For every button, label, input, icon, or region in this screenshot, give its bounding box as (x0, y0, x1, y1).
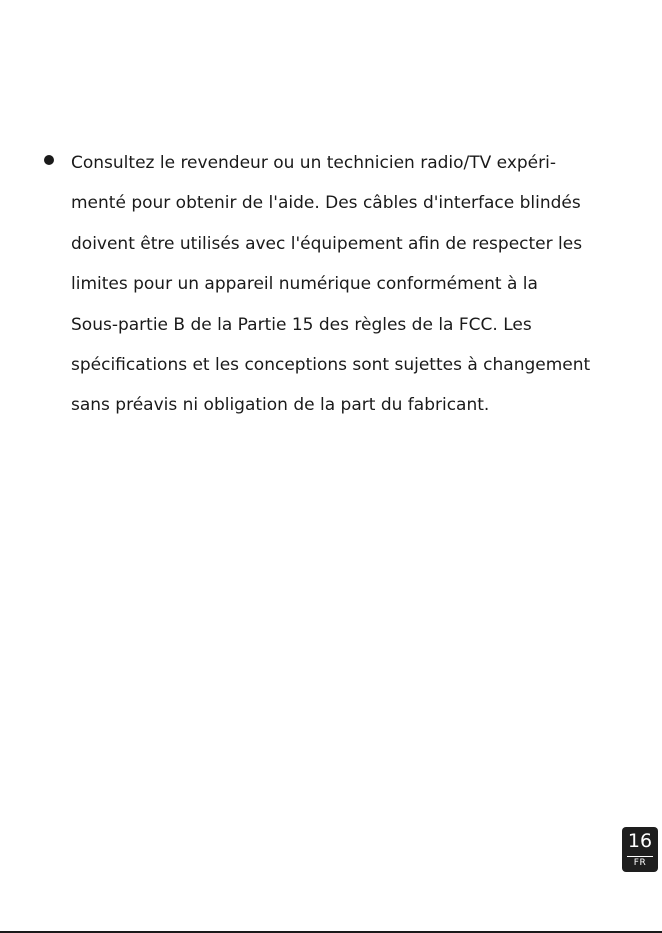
text-line: sans préavis ni obligation de la part du fabricant. (71, 395, 490, 416)
text-line: doivent être utilisés avec l'équipement afin de respecter les (71, 233, 583, 254)
text-line: Sous-partie B de la Partie 15 des règles de la FCC. Les (71, 314, 532, 335)
bullet-dot-icon (44, 155, 54, 165)
text-line: menté pour obtenir de l'aide. Des câbles d'interface blindés (71, 193, 581, 214)
bullet-text (71, 143, 590, 426)
page-number: 16 (627, 830, 653, 852)
text-line: Consultez le revendeur ou un technicien radio/TV expéri- (71, 153, 556, 173)
page-language: FR (633, 858, 647, 868)
text-line: spécifications et les conceptions sont sujettes à changement (71, 355, 591, 376)
text-line: limites pour un appareil numérique conformément à la (71, 274, 538, 295)
page-badge (622, 827, 658, 872)
